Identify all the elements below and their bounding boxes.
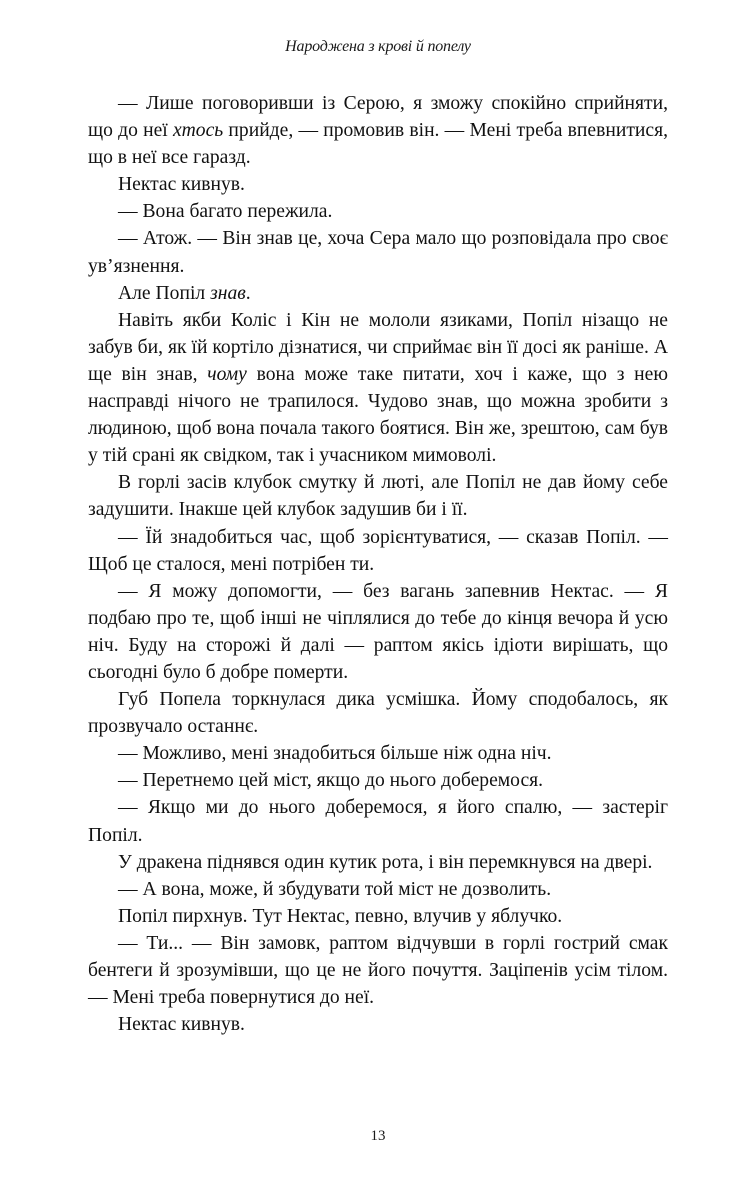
paragraph: Нектас кивнув.	[118, 1014, 245, 1036]
paragraph: — А вона, може, й збудувати той міст не дозволить.	[118, 878, 552, 900]
emphasis: хтось	[172, 120, 224, 142]
paragraph: — Вона багато пережила.	[118, 201, 333, 223]
paragraph: Попіл пирхнув. Тут Нектас, певно, влучив у яблучко.	[118, 905, 563, 927]
text-run: прийде, — промовив він. — Мені треба впевнитися, що в неї все гаразд.	[88, 120, 668, 169]
paragraph: У дракена піднявся один кутик рота, і він перемкнувся на двері.	[118, 851, 653, 873]
paragraph: Нектас кивнув.	[118, 174, 245, 196]
text-run: Навіть якби Коліс і Кін не мололи язиками, Попіл нізащо не забув би, як їй кортіло дізнатися, чи сприймає він її досі як раніше. А ще він знав,	[88, 309, 668, 385]
paragraph: Губ Попела торкнулася дика усмішка. Йому сподобалось, як прозвучало останнє.	[88, 689, 668, 738]
paragraph: В горлі засів клубок смутку й люті, але Попіл не дав йому себе задушити. Інакше цей клубок задушив би і її.	[88, 472, 668, 521]
emphasis: знав	[210, 282, 246, 304]
running-head: Народжена з крові й попелу	[285, 38, 471, 55]
paragraph	[88, 280, 668, 307]
paragraph: — Їй знадобиться час, щоб зорієнтуватися, — сказав Попіл. — Щоб це сталося, мені потрібен ти.	[88, 526, 668, 575]
paragraph: — Я можу допомогти, — без вагань запевнив Нектас. — Я подбаю про те, щоб інші не чіплялися до тебе до кінця вечора й усю ніч. Буду на сторожі й далі — раптом якісь ідіоти вирішать, що сьогодні було б добре померти.	[88, 580, 668, 683]
paragraph	[88, 307, 668, 470]
body-text	[88, 90, 668, 1038]
paragraph: — Можливо, мені знадобиться більше ніж одна ніч.	[118, 743, 552, 765]
paragraph: — Атож. — Він знав це, хоча Сера мало що розповідала про своє ув’язнення.	[88, 228, 668, 277]
emphasis: чому	[207, 363, 247, 385]
paragraph: — Ти... — Він замовк, раптом відчувши в горлі гострий смак бентеги й зрозумівши, що це не його почуття. Заціпенів усім тілом. — Мені треба повернутися до неї.	[88, 932, 668, 1009]
paragraph: — Якщо ми до нього доберемося, я його спалю, — застеріг Попіл.	[88, 797, 668, 846]
text-run: Але Попіл	[118, 282, 211, 304]
page-number: 13	[370, 1128, 386, 1144]
text-run: вона може таке питати, хоч і каже, що з нею насправді нічого не трапилося. Чудово знав, що можна зробити з людиною, щоб вона почала такого боятися. Він же, зрештою, сам був у тій срані як свідком, так і учасником мимоволі.	[88, 363, 669, 467]
paragraph: — Перетнемо цей міст, якщо до нього доберемося.	[118, 770, 544, 792]
text-run: — Лише поговоривши із Серою, я зможу спокійно сприйняти, що до неї	[88, 93, 668, 142]
paragraph	[88, 90, 668, 171]
text-run: .	[245, 282, 251, 304]
